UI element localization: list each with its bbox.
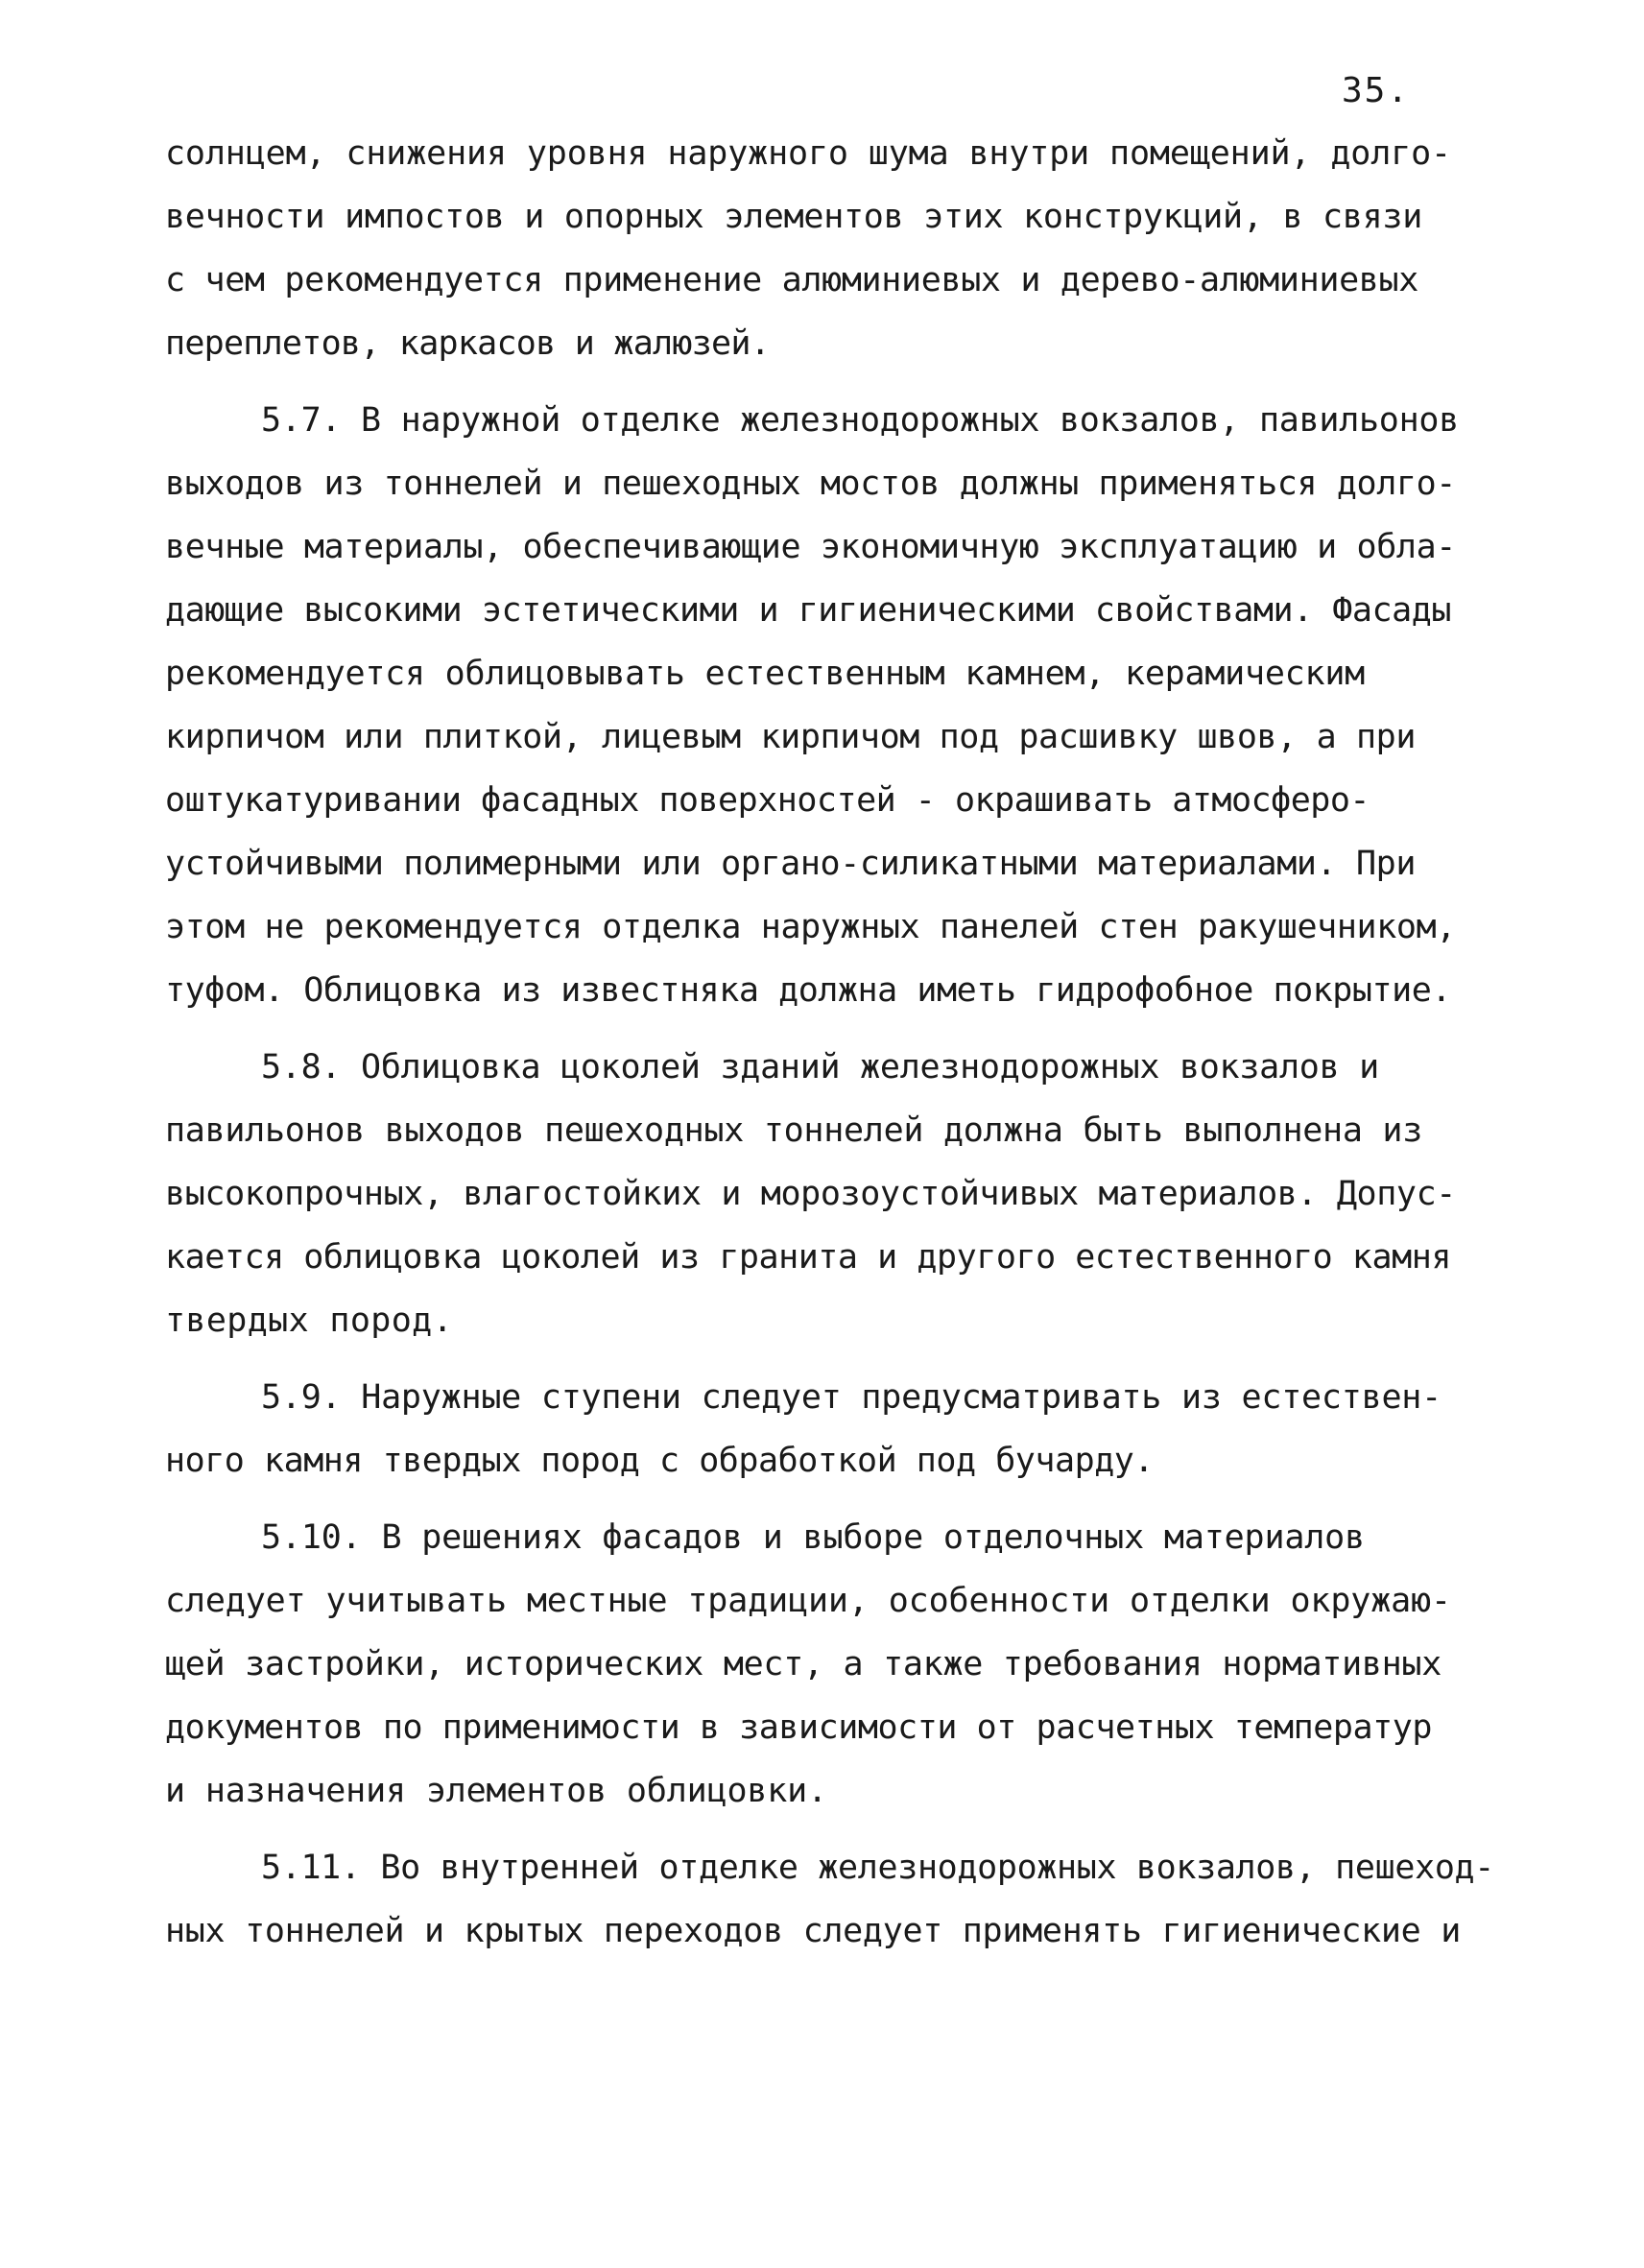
text-line: устойчивыми полимерными или органо-силикатными материалами. При <box>165 845 1416 883</box>
text-line: туфом. Облицовка из известняка должна иметь гидрофобное покрытие. <box>165 971 1451 1010</box>
text-line: 5.7. В наружной отделке железнодорожных вокзалов, павильонов <box>261 401 1459 440</box>
page-number: 35. <box>1342 71 1411 110</box>
text-line: дающие высокими эстетическими и гигиеническими свойствами. Фасады <box>165 591 1451 630</box>
text-line: 5.9. Наружные ступени следует предусматривать из естествен- <box>261 1378 1441 1417</box>
text-line: 5.11. Во внутренней отделке железнодорожных вокзалов, пешеход- <box>261 1849 1494 1887</box>
text-line: кается облицовка цоколей из гранита и другого естественного камня <box>165 1238 1451 1277</box>
text-line: документов по применимости в зависимости от расчетных температур <box>165 1708 1432 1747</box>
text-line: вечные материалы, обеспечивающие экономичную эксплуатацию и обла- <box>165 528 1456 566</box>
text-line: выходов из тоннелей и пешеходных мостов должны применяться долго- <box>165 465 1456 503</box>
text-line: кирпичом или плиткой, лицевым кирпичом под расшивку швов, а при <box>165 718 1416 756</box>
text-line: этом не рекомендуется отделка наружных панелей стен ракушечником, <box>165 908 1456 946</box>
text-line: высокопрочных, влагостойких и морозоустойчивых материалов. Допус- <box>165 1175 1456 1213</box>
text-line: 5.10. В решениях фасадов и выборе отделочных материалов <box>261 1518 1365 1557</box>
text-line: 5.8. Облицовка цоколей зданий железнодорожных вокзалов и <box>261 1048 1379 1086</box>
text-line: переплетов, каркасов и жалюзей. <box>165 324 770 363</box>
text-line: оштукатуривании фасадных поверхностей - окрашивать атмосферо- <box>165 781 1370 820</box>
text-line: ных тоннелей и крытых переходов следует применять гигиенические и <box>165 1912 1461 1950</box>
text-line: павильонов выходов пешеходных тоннелей должна быть выполнена из <box>165 1111 1422 1150</box>
text-line: рекомендуется облицовывать естественным камнем, керамическим <box>165 655 1365 693</box>
text-line: солнцем, снижения уровня наружного шума внутри помещений, долго- <box>165 134 1451 173</box>
text-line: ного камня твердых пород с обработкой под бучарду. <box>165 1442 1154 1480</box>
text-line: щей застройки, исторических мест, а также требования нормативных <box>165 1645 1441 1683</box>
text-line: с чем рекомендуется применение алюминиевых и дерево-алюминиевых <box>165 261 1418 299</box>
text-line: следует учитывать местные традиции, особенности отделки окружаю- <box>165 1582 1451 1620</box>
text-line: твердых пород. <box>165 1301 453 1340</box>
text-line: и назначения элементов облицовки. <box>165 1772 827 1810</box>
text-line: вечности импостов и опорных элементов этих конструкций, в связи <box>165 198 1422 236</box>
